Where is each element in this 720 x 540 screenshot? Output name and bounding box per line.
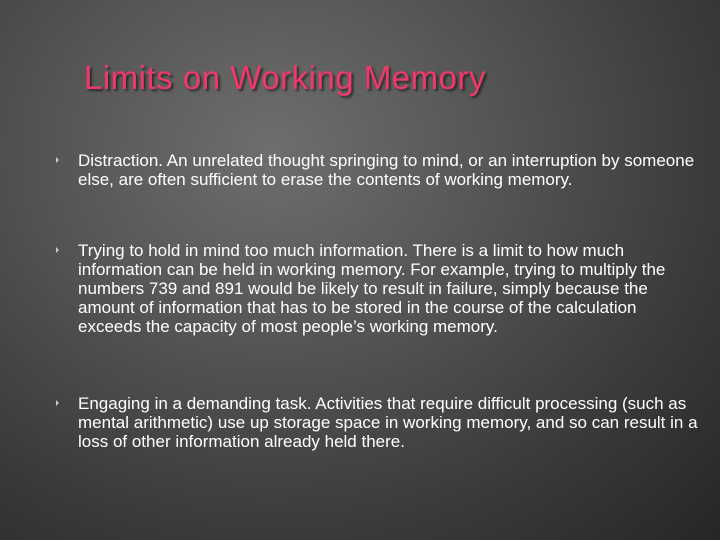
triangle-bullet-icon bbox=[56, 247, 59, 253]
triangle-bullet-icon bbox=[56, 400, 59, 406]
triangle-bullet-icon bbox=[56, 157, 59, 163]
bullet-text: Trying to hold in mind too much information. There is a limit to how much information can be held in working memory. For example, trying to multiply the numbers 739 and 891 would be likely to result in failure, simply because the amount of information that has to be stored in the course of the calculation exceeds the capacity of most people’s working memory. bbox=[78, 241, 666, 336]
bullet-text: Engaging in a demanding task. Activities that require difficult processing (such as mental arithmetic) use up storage space in working memory, and so can result in a loss of other information already held there. bbox=[78, 394, 698, 451]
bullet-text: Distraction. An unrelated thought springing to mind, or an interruption by someone else, are often sufficient to erase the contents of working memory. bbox=[78, 151, 695, 189]
slide-title: Limits on Working Memory bbox=[84, 59, 486, 96]
